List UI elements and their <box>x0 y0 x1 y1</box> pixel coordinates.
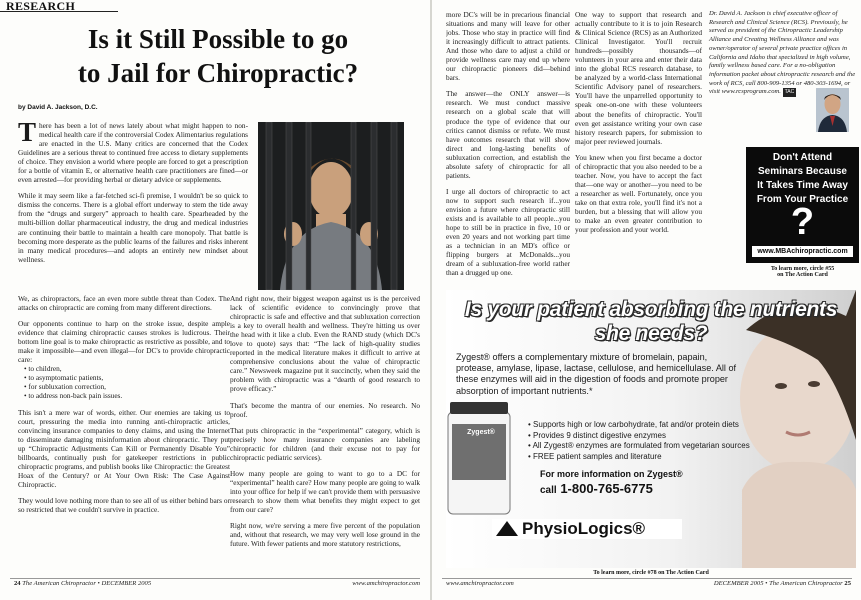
list-item: • FREE patient samples and literature <box>528 452 758 463</box>
footer-url[interactable]: www.amchiropractor.com <box>446 580 514 587</box>
paragraph: more DC's will be in precarious financial situations and many will leave for other jobs. Those who stay in practice will find it increasingly difficult to attract patients. And those who dare to adjust a child or provide wellness care may end up where our chiropractic pioneers did—behind bars. <box>446 10 570 83</box>
section-header <box>0 0 118 12</box>
list-item: • Supports high or low carbohydrate, fat and/or protein diets <box>528 420 758 431</box>
footer-right: DECEMBER 2005 • The American Chiropractor 25 <box>713 580 851 587</box>
tac-tag: TAC <box>784 89 795 96</box>
ad-caption: To learn more, circle #78 on The Action Card <box>593 570 709 576</box>
byline: by David A. Jackson, D.C. <box>18 104 98 111</box>
author-bio <box>709 10 861 97</box>
author-photo <box>816 88 849 132</box>
ad-cta: For more information on Zygest® <box>540 469 683 479</box>
paragraph: That's become the mantra of our enemies. No research. No proof. <box>230 400 420 419</box>
paragraph: This isn't a mere war of words, either. Our enemies are taking us to court, pressuring the media into running anti-chiropractic articles, convincing insurance companies to deny claims, and using the Internet to disseminate damaging misinformation about chiropractic. They put up “Chiropractic Adjustments Can Kill or Permanently Disable You” billboards, continually push for gatekeeper restrictions in public chiropractic programs, and publish books like Chiropractic: the Greatest Hoax of the Century? or At Your Own Risk: The Case Against Chiropractic. <box>18 407 230 489</box>
promo-caption <box>746 266 859 278</box>
author-portrait <box>816 88 849 132</box>
triangle-logo-icon <box>496 521 518 536</box>
zygest-advertisement[interactable] <box>446 290 856 568</box>
list-item: • All Zygest® enzymes are formulated from vegetarian sources <box>528 441 758 452</box>
ad-phone[interactable] <box>540 481 653 496</box>
physiologics-logo <box>492 519 682 539</box>
promo-line: Seminars Because <box>758 166 847 177</box>
paragraph: They would love nothing more than to see all of us either behind bars or so restricted that we couldn't survive in practice. <box>18 495 230 514</box>
phone-number: 1-800-765-6775 <box>560 481 653 496</box>
headline-line-2: to Jail for Chiropractic? <box>77 58 359 88</box>
list-item: • Provides 9 distinct digestive enzymes <box>528 431 758 442</box>
issue-date: DECEMBER 2005 <box>101 580 152 587</box>
mba-promo[interactable] <box>746 147 859 263</box>
footer-rule <box>442 578 852 579</box>
paragraph: One way to support that research and actually contribute to it is to join Research & Clinical Science (RCS) as an Authorized Clinical Investigator. You'll recruit hundreds—possibly thousands—of volunteers in your area and enter their data into the global RCS research database, to be analyzed by a world-class International Scientific Advisory panel of researchers. You'll have the unparrelled opportunity to speak one-on-one with these volunteers about the benefits of chiropractic. You'll even get assistance writing your own case history research papers, for submission to major peer reviewed journals. <box>575 10 702 146</box>
article-column-1-top <box>18 121 248 293</box>
paragraph: That puts chiropractic in the “experimental” category, which is precisely how many insurance companies are labeling chiropractic for children (and their excuse not to pay for chiropractic pediatric services). <box>230 425 420 462</box>
caption-line: on The Action Card <box>777 272 828 278</box>
paragraph: Right now, we're serving a mere five percent of the population and, without that research, we may very well lose ground in the future. With fewer patients and more statutory restrictions, <box>230 521 420 549</box>
article-column-2 <box>230 294 420 576</box>
left-page <box>0 0 430 600</box>
bio-text: Dr. David A. Jackson is chief executive officer of Research and Clinical Science (RCS). Previously, he served as president of the Chiropractic Leadership Alliance and Creating Wellness Alliance and was owner/operator of several private practice offices in California and Idaho that specialized in high volume, family wellness based care. For a no-obligation information packet about chiropractic research and the work of RCS, call 800-909-1354 or 480-303-1694, or visit www.rcsprogram.com. <box>709 10 856 96</box>
ad-benefit-list <box>528 420 758 462</box>
promo-headline <box>746 147 859 207</box>
magazine-name: The American Chiropractor <box>769 580 843 587</box>
list-item: • for subluxation correction, <box>24 382 230 391</box>
paragraph: Our opponents continue to harp on the stroke issue, despite ample evidence that claiming chiropractic causes strokes is ludicrous. Their bottom line goal is to make chiropractic as restrictive as possible, and to make it impossible—and even illegal—for DC's to provide chiropractic care: <box>18 319 230 365</box>
question-mark-icon: ? <box>790 201 815 243</box>
footer-left: 24 The American Chiropractor • DECEMBER 2005 <box>14 580 152 587</box>
promo-line: Don't Attend <box>772 152 833 163</box>
promo-line: It Takes Time Away <box>757 180 848 191</box>
paragraph: The answer—the ONLY answer—is research. We must conduct massive research on a global scale that will produce the type of evidence that our critics cannot dismiss or refute. We must have outcomes research that will show direct and long-lasting benefits of subluxation correction, and establish the absolute safety of chiropractic for all patients. <box>446 89 570 180</box>
paragraph: And right now, their biggest weapon against us is the perceived lack of scientific evidence to convincingly prove that chiropractic is safe and effective and that subluxation correction is a key to overall health and wellness. They're hitting us over the head with it like a club. Even the RAND study (which DC's love to quote) says that: “The lack of high-quality studies reported in the medical literature makes it difficult to arrive at comprehensive conclusions about the value of chiropractic care.” Newsweek magazine put it succinctly, when they said the problem with chiropractic was a “dearth of good research to prove efficacy.” <box>230 294 420 394</box>
list-item: • to children, <box>24 364 230 373</box>
issue-date: DECEMBER 2005 <box>713 580 764 587</box>
magazine-name: The American Chiropractor <box>22 580 96 587</box>
footer-url[interactable]: www.amchiropractor.com <box>352 580 420 587</box>
ad-headline: Is your patient absorbing the nutrients she needs? <box>464 298 838 345</box>
bottle-brand: Zygest® <box>467 429 495 436</box>
paragraph: While it may seem like a far-fetched sci-fi premise, I wouldn't be so quick to dismiss the concerns. There is a global effort underway to stem the tide away from the “drugs and surgery” approach to health care. Spearheaded by the multi-billion dollar pharmaceutical industry, the drug and medical industries are continuing their battle to maintain a health care monopoly. That battle is becoming more desperate as the public learns of the failures and risks inherent in many medical procedures—and adopts an entirely new mindset about wellness. <box>18 191 248 264</box>
drop-cap: T <box>18 121 37 147</box>
page-number: 24 <box>14 580 21 587</box>
article-column-1-bottom <box>18 294 230 576</box>
page-number: 25 <box>844 580 851 587</box>
restriction-list <box>24 364 230 400</box>
list-item: • to asymptomatic patients, <box>24 373 230 382</box>
paragraph: You knew when you first became a doctor of chiropractic that you also needed to be a teacher. Now, you have to accept the fact that—one way or another—you need to be a researcher as well. Fortunately, once you take on that extra role, you'll find it's not a burden, but a blessing that will allow you to make an even greater contribution to your profession and your world. <box>575 152 702 235</box>
paragraph-text: here has been a lot of news lately about what might happen to non-medical health care if the controversial Codex Alimentarius regulations are enacted in the U.S. Many critics are concerned that the Codex Guidelines are a serious threat to continued free access to dietary supplements of choice. They envision a world where people are forced to get a prescription for a bottle of vitamin E, or alternative health care practitioners are fined—or even arrested—for providing herbal or dietary advice or supplements. <box>18 121 248 185</box>
footer-rule <box>10 578 420 579</box>
man-behind-bars-illustration <box>258 122 404 290</box>
list-item: • to address non-back pain issues. <box>24 391 230 400</box>
paragraph: How many people are going to want to go to a DC for “experimental” health care? How many people are going to walk into your office for help if we can't provide them with persuasive research to show them what benefits they might expect to get from our care? <box>230 468 420 514</box>
headline-line-1: Is it Still Possible to go <box>87 24 349 54</box>
right-column-1 <box>446 10 570 288</box>
paragraph: I urge all doctors of chiropractic to act now to support such research if...you envision a future where chiropractic still exists and is available to all people...you hope to still be in practice in five, 10 or even 20 years and not working part time as a technician in an MD's office or flipping burgers at McDonalds...you dream of a subluxation-free world rather than a drugged up one. <box>446 186 570 278</box>
right-page <box>432 0 861 600</box>
paragraph: We, as chiropractors, face an even more subtle threat than Codex. The attacks on chiropractic are coming from many different directions. <box>18 294 230 313</box>
intro-paragraph <box>18 121 248 184</box>
caption-line: To learn more, circle #55 <box>770 266 835 272</box>
ad-body-text: Zygest® offers a complementary mixture of bromelain, papain, protease, amylase, lipase, lactase, cellulose, and hemicellulase. All of these enzymes will aid in the digestion of foods and promote proper absorption of important nutrients.* <box>456 352 737 396</box>
right-column-2 <box>575 10 702 288</box>
promo-url[interactable]: www.MBAchiropractic.com <box>752 246 853 257</box>
jail-photo <box>258 122 404 290</box>
phone-prefix: call <box>540 485 557 496</box>
section-label: RESEARCH <box>6 0 76 13</box>
logo-text: PhysioLogics® <box>522 519 646 538</box>
article-headline <box>18 22 418 90</box>
promo-line: From Your Practice <box>756 194 849 205</box>
